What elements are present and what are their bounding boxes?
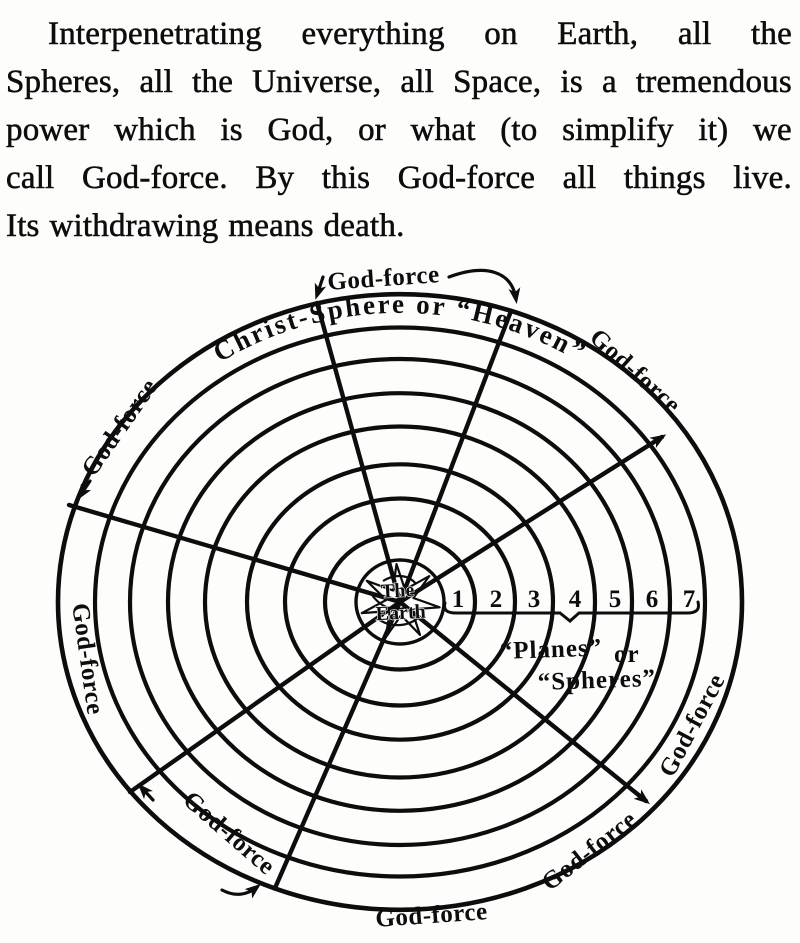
god-force-label-left: God-force (66, 601, 109, 717)
arrow-lower-left-tick (141, 787, 153, 800)
paragraph-line: call God-force. By this God-force all things live. (6, 160, 792, 196)
god-force-label-lower-left: God-force (177, 786, 281, 881)
earth-label-line2: Earth (375, 600, 427, 626)
plane-number-4: 4 (568, 586, 582, 613)
paragraph-line: Spheres, all the Universe, all Space, is a tremendous (6, 64, 792, 100)
ray-upper-right (400, 437, 662, 602)
plane-number-5: 5 (608, 586, 622, 613)
spheres-diagram (0, 250, 800, 938)
ray-heaven-left (317, 303, 400, 602)
planes-caption-line2: “Spheres” (537, 664, 657, 696)
plane-numbers (452, 586, 696, 613)
earth-label-line1: The (380, 579, 415, 603)
paragraph-line: Interpenetrating everything on Earth, all the (48, 16, 792, 52)
god-force-label-upper-left: God-force (76, 373, 164, 482)
plane-number-1: 1 (451, 586, 465, 613)
heaven-arc-label: Christ-Sphere or “Heaven” (207, 288, 593, 368)
plane-number-2: 2 (489, 586, 503, 613)
god-force-label-lower-right: God-force (536, 805, 642, 897)
god-force-label-upper-right: God-force (584, 323, 686, 420)
arrow-lower-left-curve (222, 887, 257, 894)
plane-number-7: 7 (682, 586, 696, 613)
plane-number-3: 3 (527, 586, 541, 613)
god-force-label-bottom: God-force (374, 898, 489, 933)
plane-number-6: 6 (645, 586, 659, 613)
god-force-label-top: God-force (326, 261, 441, 296)
paragraph-line: power which is God, or what (to simplify it) we (6, 112, 792, 148)
god-force-label-right: God-force (654, 669, 731, 782)
planes-caption-line1: “Planes” (499, 634, 603, 665)
planes-caption-or: or (614, 641, 640, 668)
intro-paragraph (0, 0, 800, 250)
arrow-top-tick (317, 277, 323, 295)
paragraph-line: Its withdrawing means death. (6, 208, 405, 244)
